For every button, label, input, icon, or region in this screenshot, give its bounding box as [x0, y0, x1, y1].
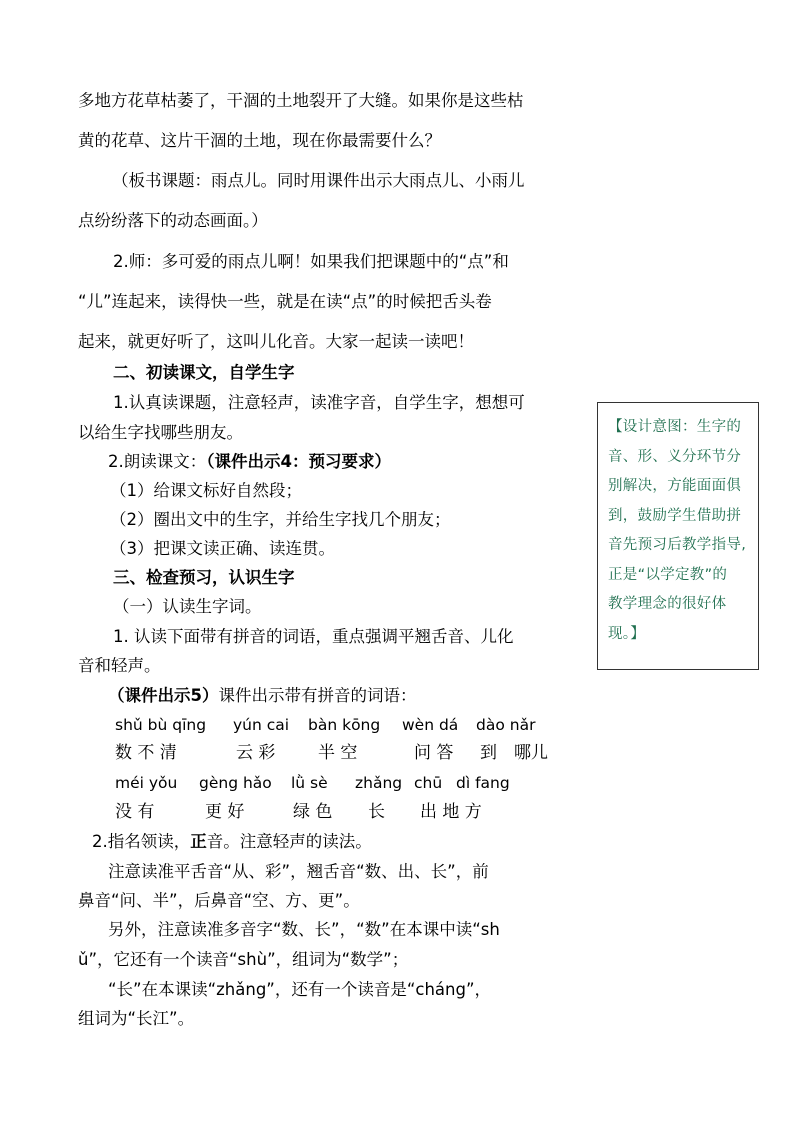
pinyin: zhǎng	[355, 774, 403, 792]
paragraph-line: 组词为“长江”。	[78, 1009, 195, 1028]
paragraph-line: “儿”连起来，读得快一些，就是在读“点”的时候把舌头卷	[78, 292, 492, 311]
paragraph-line: 注意读准平舌音“从、彩”，翘舌音“数、出、长”，前	[108, 862, 489, 881]
note-line: 教学理念的很好体	[608, 596, 727, 612]
text-segment: 2.指名领读，	[92, 832, 191, 851]
paragraph-line: 黄的花草、这片干涸的土地，现在你最需要什么？	[78, 131, 441, 150]
item-prefix: 2.朗读课文：	[108, 452, 207, 471]
pinyin: méi yǒu	[115, 774, 178, 792]
pinyin: dào nǎr	[476, 716, 536, 734]
list-item	[92, 834, 372, 851]
list-item: 1. 认读下面带有拼音的词语，重点强调平翘舌音、儿化	[113, 627, 514, 646]
courseware-note: （课件出示5）	[108, 686, 219, 705]
hanzi: 哪儿	[514, 743, 548, 763]
note-line: 现。】	[608, 625, 646, 642]
pinyin: dì fang	[456, 774, 510, 792]
paragraph-line: 点纷纷落下的动态画面。）	[78, 211, 268, 230]
pinyin: gèng hǎo	[199, 774, 272, 792]
courseware-line	[108, 688, 416, 705]
hanzi: 绿 色	[293, 802, 333, 822]
requirement-item: （3）把课文读正确、读连贯。	[110, 539, 335, 558]
hanzi: 云 彩	[236, 743, 276, 763]
paragraph-line: ǔ”，它还有一个读音“shù”，组词为“数学”；	[78, 950, 409, 969]
courseware-text: 课件出示带有拼音的词语：	[218, 686, 417, 705]
list-item: 以给生字找哪些朋友。	[78, 423, 243, 442]
hanzi: 长	[368, 802, 385, 822]
sub-heading: （一）认读生字词。	[113, 597, 262, 616]
section-heading: 三、检查预习，认识生字	[113, 568, 295, 587]
paragraph-line: 鼻音“问、半”，后鼻音“空、方、更”。	[78, 891, 360, 910]
paragraph-line: 起来，就更好听了，这叫儿化音。大家一起读一读吧！	[78, 332, 474, 351]
paragraph-line: 另外，注意读准多音字“数、长”，“数”在本课中读“sh	[108, 920, 500, 939]
note-line: 别解决，方能面面俱	[608, 478, 742, 494]
pinyin: shǔ bù qīng	[115, 716, 207, 734]
paragraph-line: （板书课题：雨点儿。同时用课件出示大雨点儿、小雨儿	[112, 171, 525, 190]
design-intent-note	[597, 402, 759, 670]
text-segment: 音。注意轻声的读法。	[206, 832, 372, 851]
hanzi: 半 空	[318, 743, 358, 763]
hanzi: 出 地 方	[420, 802, 482, 822]
hanzi: 更 好	[205, 802, 245, 822]
courseware-note: （课件出示4：预习要求）	[206, 452, 391, 471]
paragraph-line: “长”在本课读“zhǎng”，还有一个读音是“cháng”，	[108, 980, 492, 999]
pinyin: yún cai	[233, 716, 290, 734]
note-line: 到，鼓励学生借助拼	[608, 507, 742, 524]
list-item	[108, 454, 391, 471]
note-line: 正是“以学定教”的	[608, 566, 728, 583]
hanzi: 问 答	[414, 743, 454, 763]
hanzi: 没 有	[115, 802, 155, 822]
requirement-item: （2）圈出文中的生字，并给生字找几个朋友；	[110, 510, 451, 529]
hanzi: 到	[480, 743, 497, 763]
requirement-item: （1）给课文标好自然段；	[110, 481, 302, 500]
text-emphasis: 正	[190, 832, 207, 851]
list-item: 音和轻声。	[78, 656, 161, 675]
section-heading: 二、初读课文，自学生字	[113, 363, 295, 382]
note-line: 音、形、义分环节分	[608, 448, 742, 465]
pinyin: lǜ sè	[291, 774, 328, 792]
paragraph-line: 多地方花草枯萎了，干涸的土地裂开了大缝。如果你是这些枯	[78, 91, 524, 110]
pinyin: chū	[414, 774, 443, 792]
hanzi: 数 不 清	[115, 743, 177, 763]
note-line: 音先预习后教学指导,	[608, 537, 747, 553]
pinyin: bàn kōng	[308, 716, 381, 734]
paragraph-line: 2.师：多可爱的雨点儿啊！如果我们把课题中的“点”和	[113, 252, 509, 271]
list-item: 1.认真读课题，注意轻声，读准字音，自学生字，想想可	[113, 393, 525, 412]
pinyin: wèn dá	[402, 716, 459, 734]
note-line: 【设计意图：生字的	[608, 419, 742, 435]
